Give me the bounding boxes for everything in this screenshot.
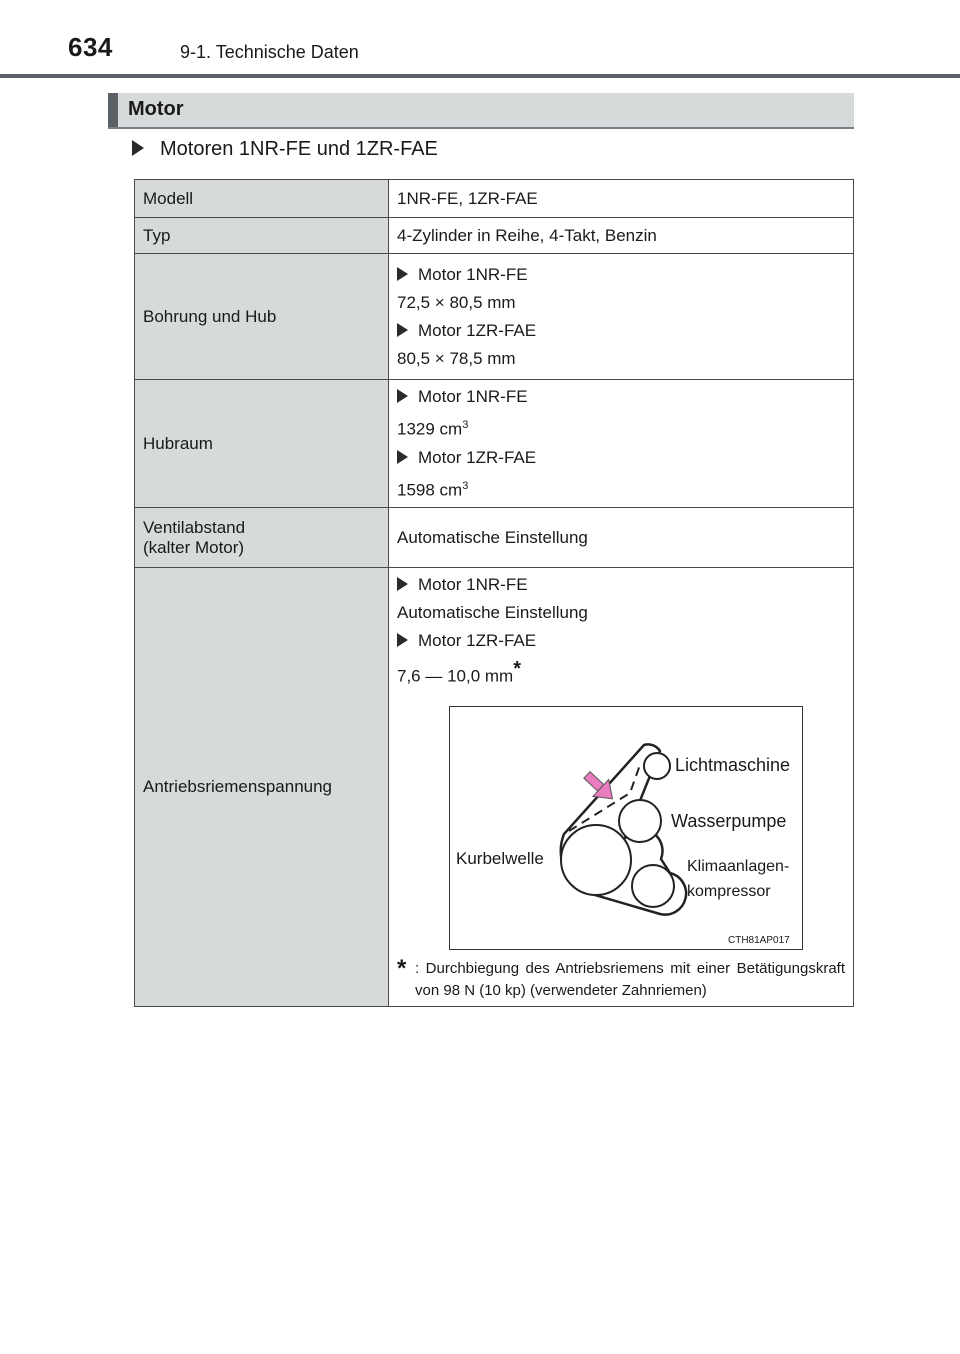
table-row — [135, 218, 854, 254]
triangle-bullet-icon — [397, 389, 408, 403]
section-title: Motor — [128, 98, 184, 120]
engine-subitem — [397, 264, 845, 286]
alternator-pulley — [644, 753, 670, 779]
engine-name: Motor 1ZR-FAE — [418, 631, 537, 651]
belt-diagram — [449, 706, 803, 950]
water-pump-pulley — [619, 800, 661, 842]
triangle-bullet-icon — [397, 323, 408, 337]
row-label: Antriebsriemenspannung — [135, 568, 389, 1007]
displacement-value: 1598 cm — [397, 480, 463, 500]
row-label: Modell — [135, 180, 389, 218]
engine-value: 72,5 × 80,5 mm — [397, 292, 516, 312]
engine-subitem — [397, 574, 845, 596]
row-label-line: Ventilabstand — [143, 517, 246, 537]
displacement-value: 1329 cm — [397, 419, 463, 439]
footnote — [397, 954, 845, 1002]
ac-compressor-label-line1: Klimaanlagen- — [687, 857, 790, 875]
measure-arrow — [579, 767, 620, 808]
row-value: 4-Zylinder in Reihe, 4-Takt, Benzin — [389, 218, 854, 254]
triangle-bullet-icon — [397, 577, 408, 591]
subheading-text: Motoren 1NR-FE und 1ZR-FAE — [160, 138, 438, 160]
table-row — [135, 254, 854, 380]
row-label: Hubraum — [135, 380, 389, 508]
footnote-marker: * — [513, 658, 522, 681]
page-number: 634 — [68, 32, 113, 62]
engine-name: Motor 1NR-FE — [418, 387, 528, 406]
engine-subitem — [397, 630, 845, 652]
table-row — [135, 508, 854, 568]
engine-name: Motor 1NR-FE — [418, 264, 528, 284]
row-value — [389, 254, 854, 380]
engine-name: Motor 1NR-FE — [418, 575, 528, 595]
footnote-marker: * — [397, 954, 407, 982]
row-value — [389, 568, 854, 1007]
figure-code: CTH81AP017 — [728, 934, 790, 946]
subheading — [132, 138, 438, 161]
table-row — [135, 568, 854, 1007]
row-value: 1NR-FE, 1ZR-FAE — [389, 180, 854, 218]
engine-subitem — [397, 447, 845, 469]
alternator-label: Lichtmaschine — [675, 754, 791, 775]
spec-table — [134, 179, 854, 1007]
belt-tension-value: 7,6 — 10,0 mm — [397, 666, 514, 686]
engine-value — [397, 658, 845, 688]
section-heading — [108, 93, 854, 129]
row-value — [389, 380, 854, 508]
page-header — [0, 0, 960, 78]
row-label: Bohrung und Hub — [135, 254, 389, 380]
triangle-bullet-icon — [132, 140, 144, 156]
footnote-text: : Durchbiegung des Antriebsriemens mit einer Betätigungskraft von 98 N (10 kp) (verwendeter Zahnriemen) — [415, 959, 845, 999]
ac-compressor-label-line2: kompressor — [687, 882, 771, 900]
ac-compressor-pulley — [632, 865, 674, 907]
belt-routing-illustration — [450, 707, 802, 949]
water-pump-label: Wasserpumpe — [671, 810, 787, 831]
row-label-line: (kalter Motor) — [143, 537, 245, 557]
row-value: Automatische Einstellung — [389, 508, 854, 568]
table-row — [135, 180, 854, 218]
triangle-bullet-icon — [397, 267, 408, 281]
section-accent — [108, 93, 118, 127]
engine-name: Motor 1ZR-FAE — [418, 447, 537, 467]
engine-subitem — [397, 386, 845, 408]
header-divider — [0, 74, 960, 78]
engine-subitem — [397, 320, 845, 342]
engine-name: Motor 1ZR-FAE — [418, 320, 537, 340]
unit-exponent: 3 — [462, 419, 469, 431]
crankshaft-label: Kurbelwelle — [456, 848, 544, 868]
engine-value — [397, 475, 845, 502]
table-row — [135, 380, 854, 508]
triangle-bullet-icon — [397, 633, 408, 647]
crankshaft-pulley — [561, 825, 631, 895]
chapter-title: 9-1. Technische Daten — [180, 42, 359, 62]
row-label: Typ — [135, 218, 389, 254]
triangle-bullet-icon — [397, 450, 408, 464]
unit-exponent: 3 — [462, 479, 469, 492]
row-label — [135, 508, 389, 568]
engine-value: 80,5 × 78,5 mm — [397, 348, 516, 368]
engine-value — [397, 414, 845, 441]
engine-value: Automatische Einstellung — [397, 603, 588, 623]
